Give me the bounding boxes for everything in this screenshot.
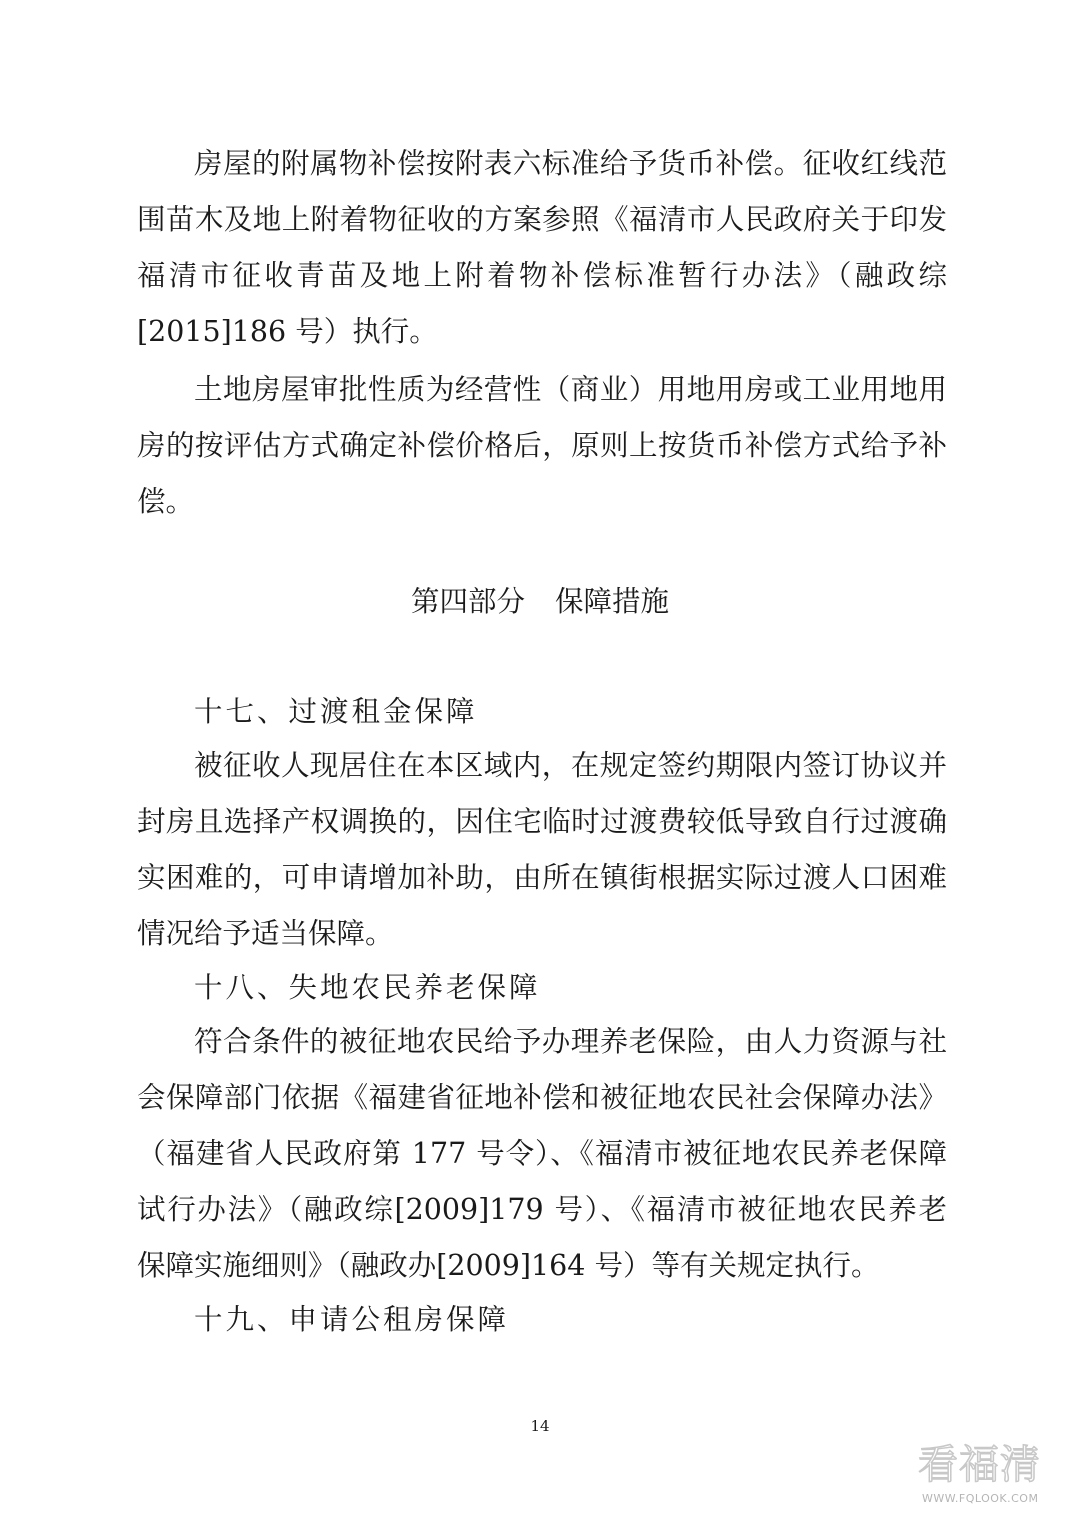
item-17-heading: 十七、过渡租金保障 — [194, 695, 478, 728]
item-18-line-5: 保障实施细则》（融政办[2009]164 号）等有关规定执行。 — [137, 1249, 880, 1282]
watermark-url: WWW.FQLOOK.COM — [922, 1492, 1039, 1505]
item-18-line-3: （福建省人民政府第 177 号令）、《福清市被征地农民养老保障 — [137, 1137, 947, 1170]
paragraph-2-line-2: 房的按评估方式确定补偿价格后，原则上按货币补偿方式给予补 — [137, 429, 947, 462]
section-part: 第四部分 — [410, 585, 525, 618]
item-18-heading: 十八、失地农民养老保障 — [194, 971, 541, 1004]
item-18-line-4: 试行办法》（融政综[2009]179 号）、《福清市被征地农民养老 — [137, 1193, 947, 1226]
item-17-line-4: 情况给予适当保障。 — [137, 917, 394, 950]
item-18-line-2: 会保障部门依据《福建省征地补偿和被征地农民社会保障办法》 — [137, 1081, 947, 1114]
paragraph-1-line-1: 房屋的附属物补偿按附表六标准给予货币补偿。征收红线范 — [194, 147, 947, 180]
paragraph-2-line-3: 偿。 — [137, 485, 195, 518]
item-19-heading: 十九、申请公租房保障 — [194, 1303, 510, 1336]
paragraph-1-line-3: 福清市征收青苗及地上附着物补偿标准暂行办法》（融政综 — [137, 259, 947, 292]
watermark-logo-text: 看福清 — [918, 1442, 1041, 1488]
paragraph-1-line-4: [2015]186 号）执行。 — [137, 315, 438, 348]
item-17-line-1: 被征收人现居住在本区域内，在规定签约期限内签订协议并 — [194, 749, 947, 782]
site-watermark — [918, 1440, 1068, 1518]
paragraph-1-line-2: 围苗木及地上附着物征收的方案参照《福清市人民政府关于印发 — [137, 203, 947, 236]
section-title-text: 保障措施 — [555, 585, 670, 618]
item-17-line-2: 封房且选择产权调换的，因住宅临时过渡费较低导致自行过渡确 — [137, 805, 947, 838]
paragraph-2-line-1: 土地房屋审批性质为经营性（商业）用地用房或工业用地用 — [194, 373, 947, 406]
item-18-line-1: 符合条件的被征地农民给予办理养老保险，由人力资源与社 — [194, 1025, 947, 1058]
section-title — [0, 582, 1080, 622]
page-number: 14 — [530, 1417, 550, 1435]
item-17-line-3: 实困难的，可申请增加补助，由所在镇街根据实际过渡人口困难 — [137, 861, 947, 894]
